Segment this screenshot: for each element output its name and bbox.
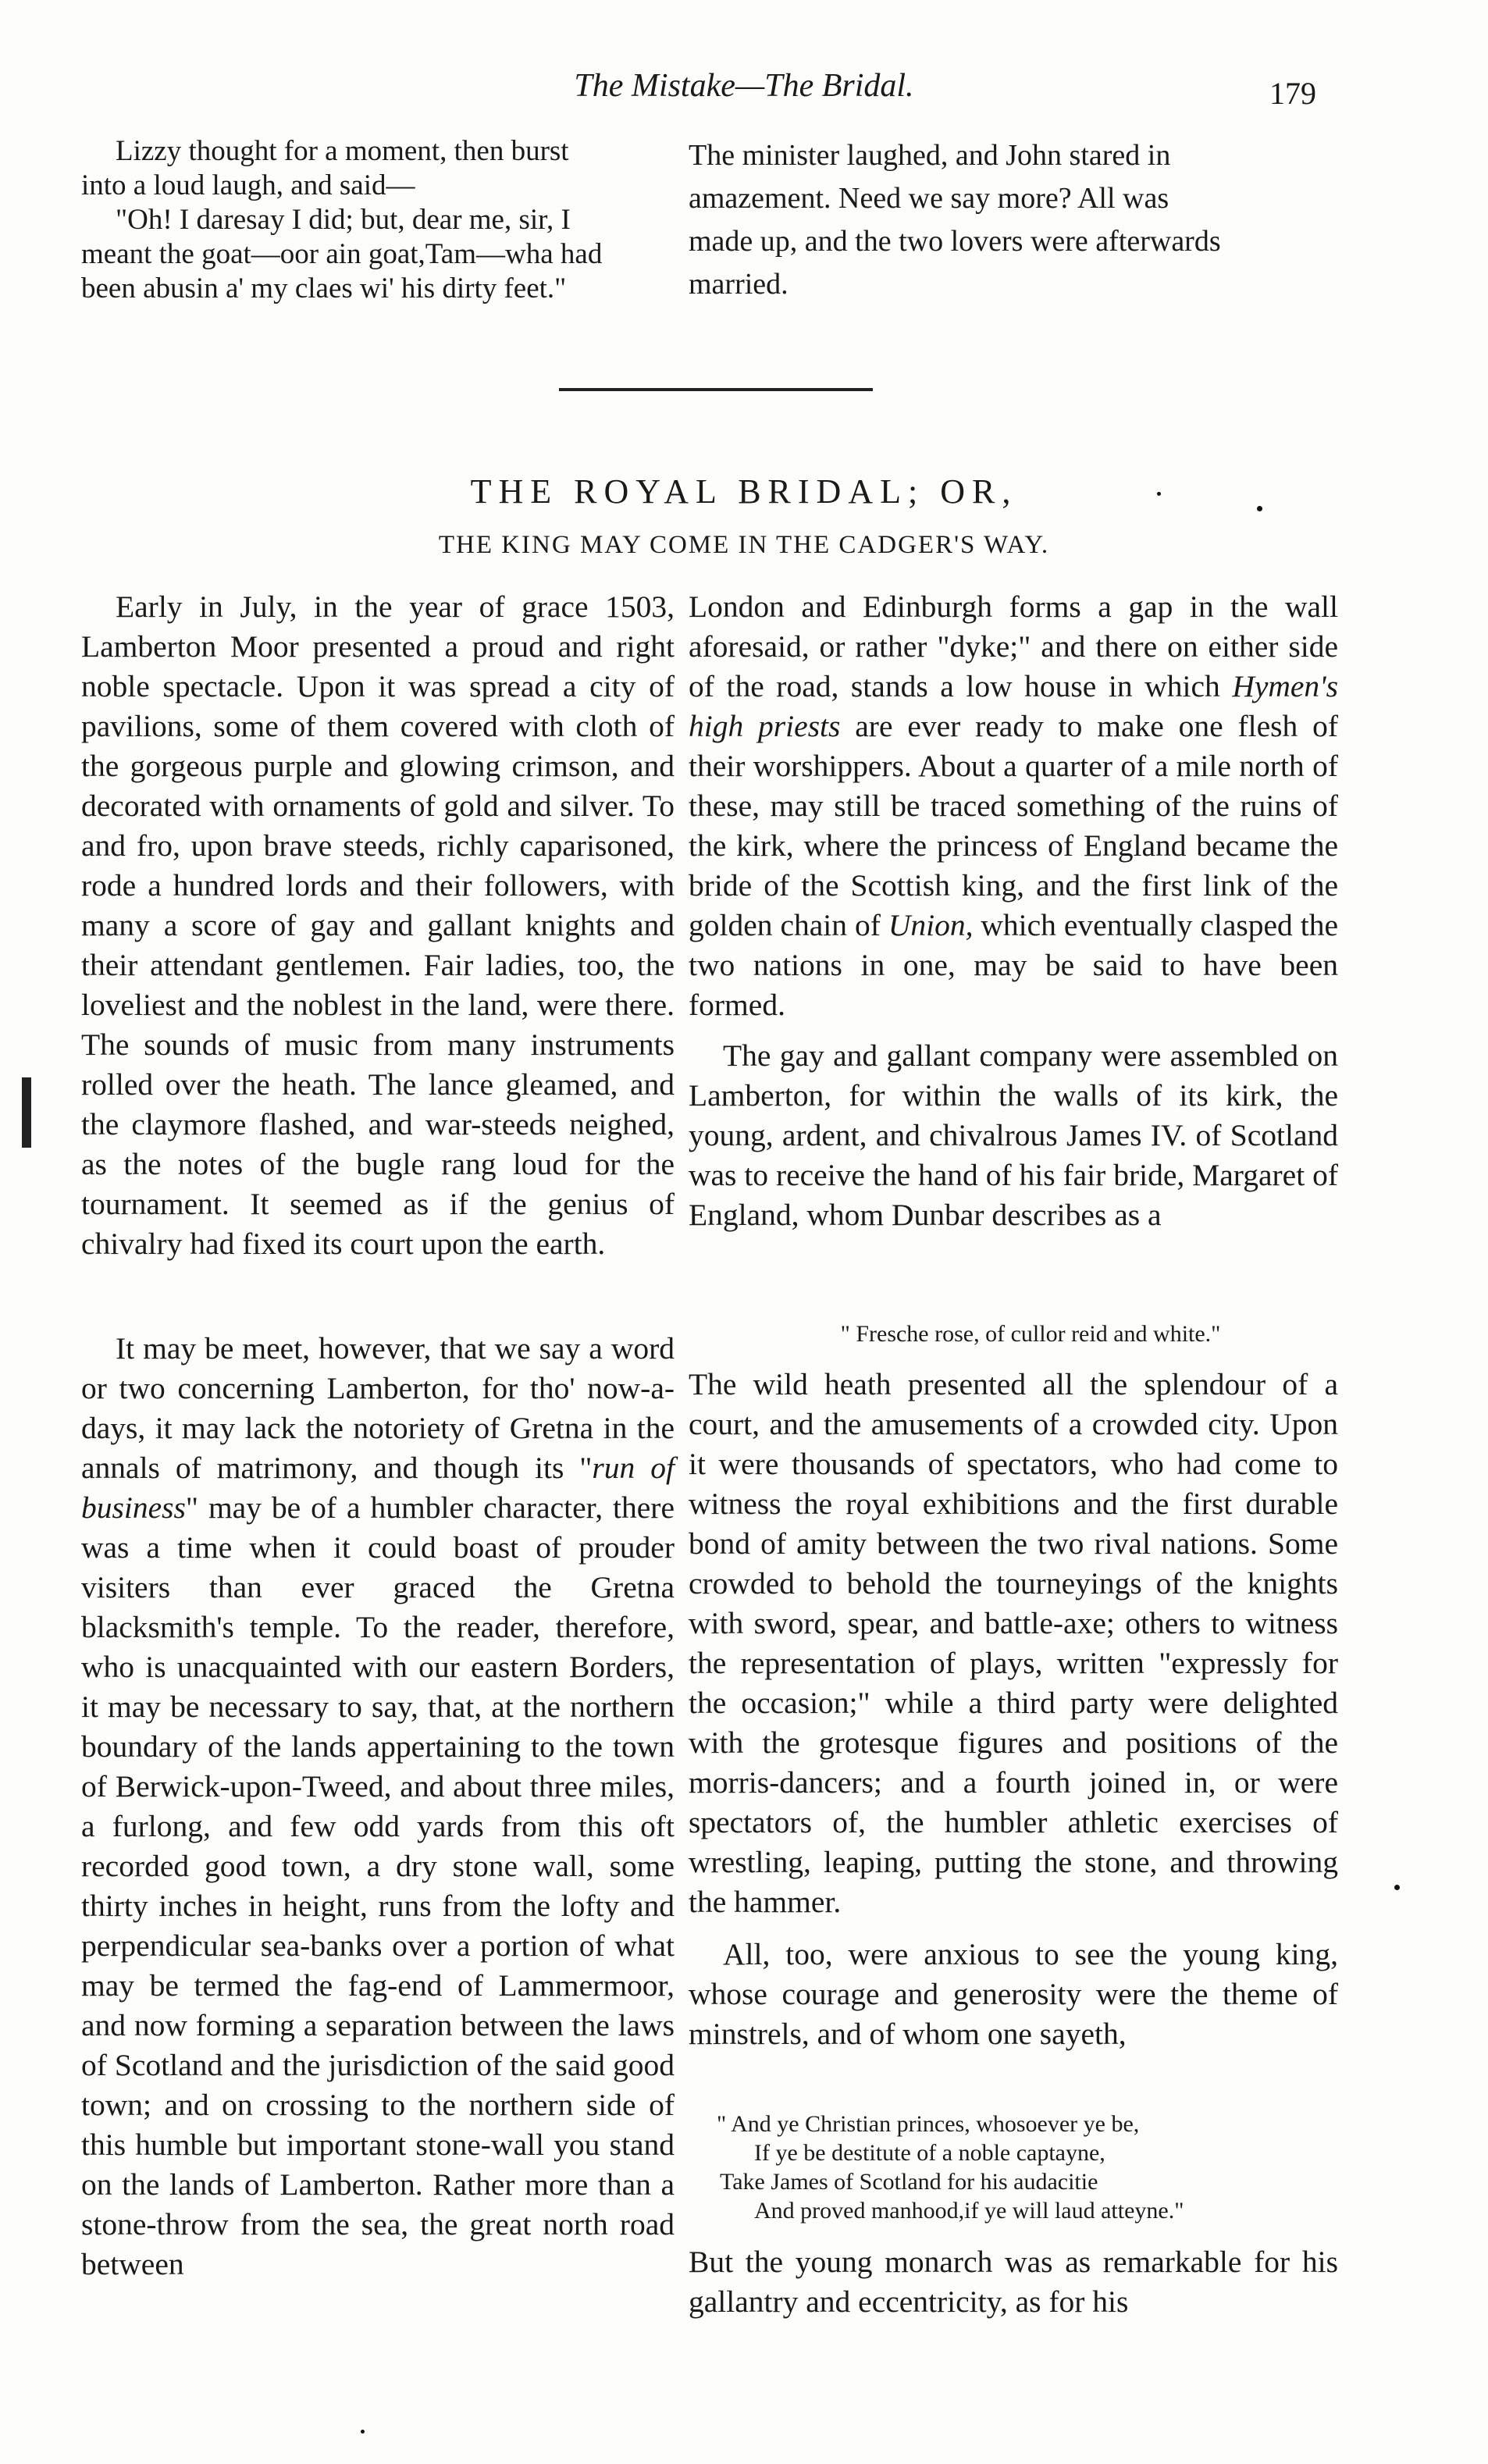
ink-speck [1394,1885,1400,1890]
text-line: The minister laughed, and John stared in [689,139,1171,172]
right-column-end [689,2242,1338,2322]
ink-speck [1157,492,1161,496]
verse-line: And proved manhood,if ye will laud atteyne." [754,2198,1184,2224]
margin-mark [22,1077,31,1148]
text-line: made up, and the two lovers were afterwards [689,225,1221,258]
ink-speck [1257,506,1262,511]
text-line: into a loud laugh, and said— [81,169,415,201]
right-column [689,587,1338,1235]
paragraph: It may be meet, however, that we say a word or two concerning Lamberton, for tho' now-a-days, it may lack the notoriety of Gretna in the annals of matrimony, and though its "run of business" may be of a humbler character, there was a time when it could boast of prouder visiters than ever graced the Gretna blacksmith's temple. To the reader, therefore, who is unacquainted with our eastern Borders, it may be necessary to say, that, at the northern boundary of the lands appertaining to the town of Berwick-upon-Tweed, and about three miles, a furlong, and few odd yards from this oft recorded good town, a dry stone wall, some thirty inches in height, runs from the lofty and perpendicular sea-banks over a portion of what may be termed the fag-end of Lammermoor, and now forming a separation between the laws of Scotland and the jurisdiction of the said good town; and on crossing to the northern side of this humble but important stone-wall you stand on the lands of Lamberton. Rather more than a stone-throw from the sea, the great north road between [81,1331,675,2281]
paragraph: But the young monarch was as remarkable for his gallantry and eccentricity, as for his [689,2245,1338,2319]
paragraph: London and Edinburgh forms a gap in the wall aforesaid, or rather "dyke;" and there on either side of the road, stands a low house in which Hymen's high priests are ever ready to make one flesh of their worshippers. About a quarter of a mile north of these, may still be traced something of the ruins of the kirk, where the princess of England became the bride of the Scottish king, and the first link of the golden chain of Union, which eventually clasped the two nations in one, may be said to have been formed. [689,589,1339,1022]
block-quote: " Fresche rose, of cullor reid and white." [840,1321,1221,1347]
text-line: Lizzy thought for a moment, then burst [116,135,569,167]
previous-story-right [689,134,1338,306]
verse-line: If ye be destitute of a noble captayne, [754,2140,1105,2166]
text-line: meant the goat—oor ain goat,Tam—wha had [81,238,603,270]
section-divider [559,388,873,391]
paragraph: Early in July, in the year of grace 1503, Lamberton Moor presented a proud and right noble spectacle. Upon it was spread a city of pavilions, some of them covered with cloth of the gorgeous purple and glowing crimson, and decorated with ornaments of gold and silver. To and fro, upon brave steeds, richly caparisoned, rode a hundred lords and their followers, with many a score of gay and gallant knights and their attendant gentlemen. Fair ladies, too, the loveliest and the noblest in the land, were there. The sounds of music from many instruments rolled over the heath. The lance gleamed, and the claymore flashed, and war-steeds neighed, as the notes of the bugle rang loud for the tournament. It seemed as if the genius of chivalry had fixed its court upon the earth. [81,589,675,1261]
left-column-continued [81,1329,675,2284]
page-number: 179 [1269,76,1316,111]
article-subtitle: THE KING MAY COME IN THE CADGER'S WAY. [438,531,1050,559]
text-line: been abusin a' my claes wi' his dirty feet." [81,272,567,304]
verse-line: " And ye Christian princes, whosoever ye be, [717,2111,1140,2137]
previous-story-left [81,134,675,306]
article-title: THE ROYAL BRIDAL; OR, [470,472,1018,511]
verse-line: Take James of Scotland for his audacitie [720,2169,1098,2195]
right-column-continued [689,1365,1338,2054]
paragraph: The gay and gallant company were assembled on Lamberton, for within the walls of its kirk, the young, ardent, and chivalrous James IV. of Scotland was to receive the hand of his fair bride, Margaret of England, whom Dunbar describes as a [689,1038,1338,1232]
text-line: married. [689,268,788,301]
text-line: "Oh! I daresay I did; but, dear me, sir, I [116,204,571,236]
verse-quote [717,2110,1341,2225]
ink-speck [361,2430,365,2434]
paragraph: The wild heath presented all the splendour of a court, and the amusements of a crowded city. Upon it were thousands of spectators, who had come to witness the royal exhibitions and the first durable bond of amity between the two rival nations. Some crowded to behold the tourneyings of the knights with sword, spear, and battle-axe; others to witness the representation of plays, written "expressly for the occasion;" while a third party were delighted with the grotesque figures and positions of the morris-dancers; and a fourth joined in, or were spectators of, the humbler athletic exercises of wrestling, leaping, putting the stone, and throwing the hammer. [689,1367,1338,1919]
left-column [81,587,675,1264]
running-title: The Mistake—The Bridal. [574,68,914,104]
paragraph: All, too, were anxious to see the young king, whose courage and generosity were the theme of minstrels, and of whom one sayeth, [689,1937,1338,2051]
text-line: amazement. Need we say more? All was [689,182,1169,215]
